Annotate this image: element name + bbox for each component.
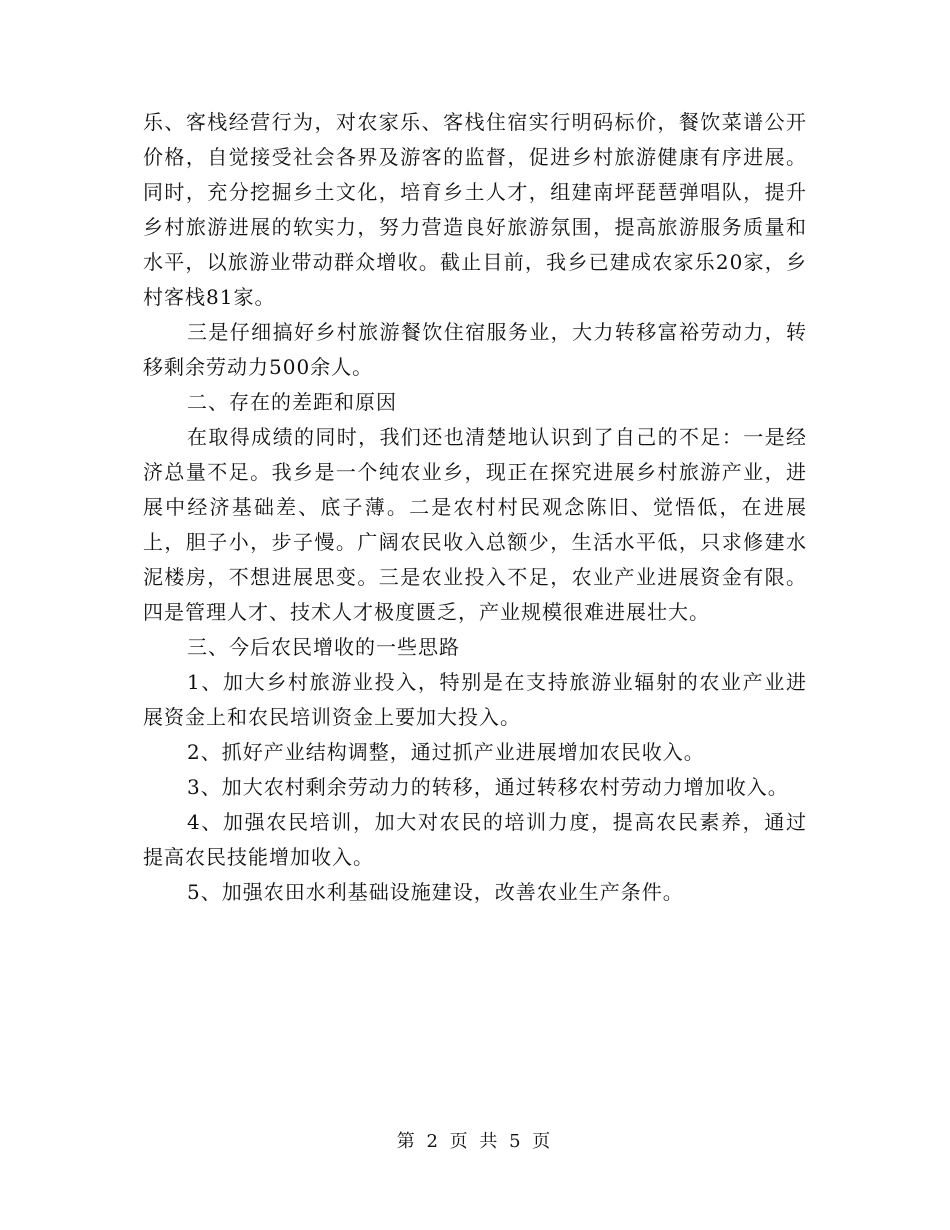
document-body xyxy=(143,105,807,910)
list-item-2: 2、抓好产业结构调整，通过抓产业进展增加农民收入。 xyxy=(187,740,705,764)
list-item-1: 1、加大乡村旅游业投入，特别是在支持旅游业辐射的农业产业进展资金上和农民培训资金上要加大投入。 xyxy=(143,670,807,729)
section-heading-ideas: 三、今后农民增收的一些思路 xyxy=(187,635,460,659)
paragraph-labor-transfer: 三是仔细搞好乡村旅游餐饮住宿服务业，大力转移富裕劳动力，转移剩余劳动力500余人。 xyxy=(143,320,807,379)
list-item-4: 4、加强农民培训，加大对农民的培训力度，提高农民素养，通过提高农民技能增加收入。 xyxy=(143,810,807,869)
list-item-3: 3、加大农村剩余劳动力的转移，通过转移农村劳动力增加收入。 xyxy=(187,775,789,799)
list-item-5: 5、加强农田水利基础设施建设，改善农业生产条件。 xyxy=(187,880,684,904)
paragraph-gaps: 在取得成绩的同时，我们还也清楚地认识到了自己的不足：一是经济总量不足。我乡是一个纯农业乡，现正在探究进展乡村旅游产业，进展中经济基础差、底子薄。二是农村村民观念陈旧、觉悟低，在进展上，胆子小，步子慢。广阔农民收入总额少，生活水平低，只求修建水泥楼房，不想进展思变。三是农业投入不足，农业产业进展资金有限。四是管理人才、技术人才极度匮乏，产业规模很难进展壮大。 xyxy=(143,425,807,624)
section-heading-gaps: 二、存在的差距和原因 xyxy=(187,390,397,414)
page-footer: 第 2 页 共 5 页 xyxy=(396,1131,554,1152)
paragraph-continuation: 乐、客栈经营行为，对农家乐、客栈住宿实行明码标价，餐饮菜谱公开价格，自觉接受社会各界及游客的监督，促进乡村旅游健康有序进展。同时，充分挖掘乡土文化，培育乡土人才，组建南坪琵琶弹唱队，提升乡村旅游进展的软实力，努力营造良好旅游氛围，提高旅游服务质量和水平，以旅游业带动群众增收。截止目前，我乡已建成农家乐20家，乡村客栈81家。 xyxy=(143,110,807,309)
